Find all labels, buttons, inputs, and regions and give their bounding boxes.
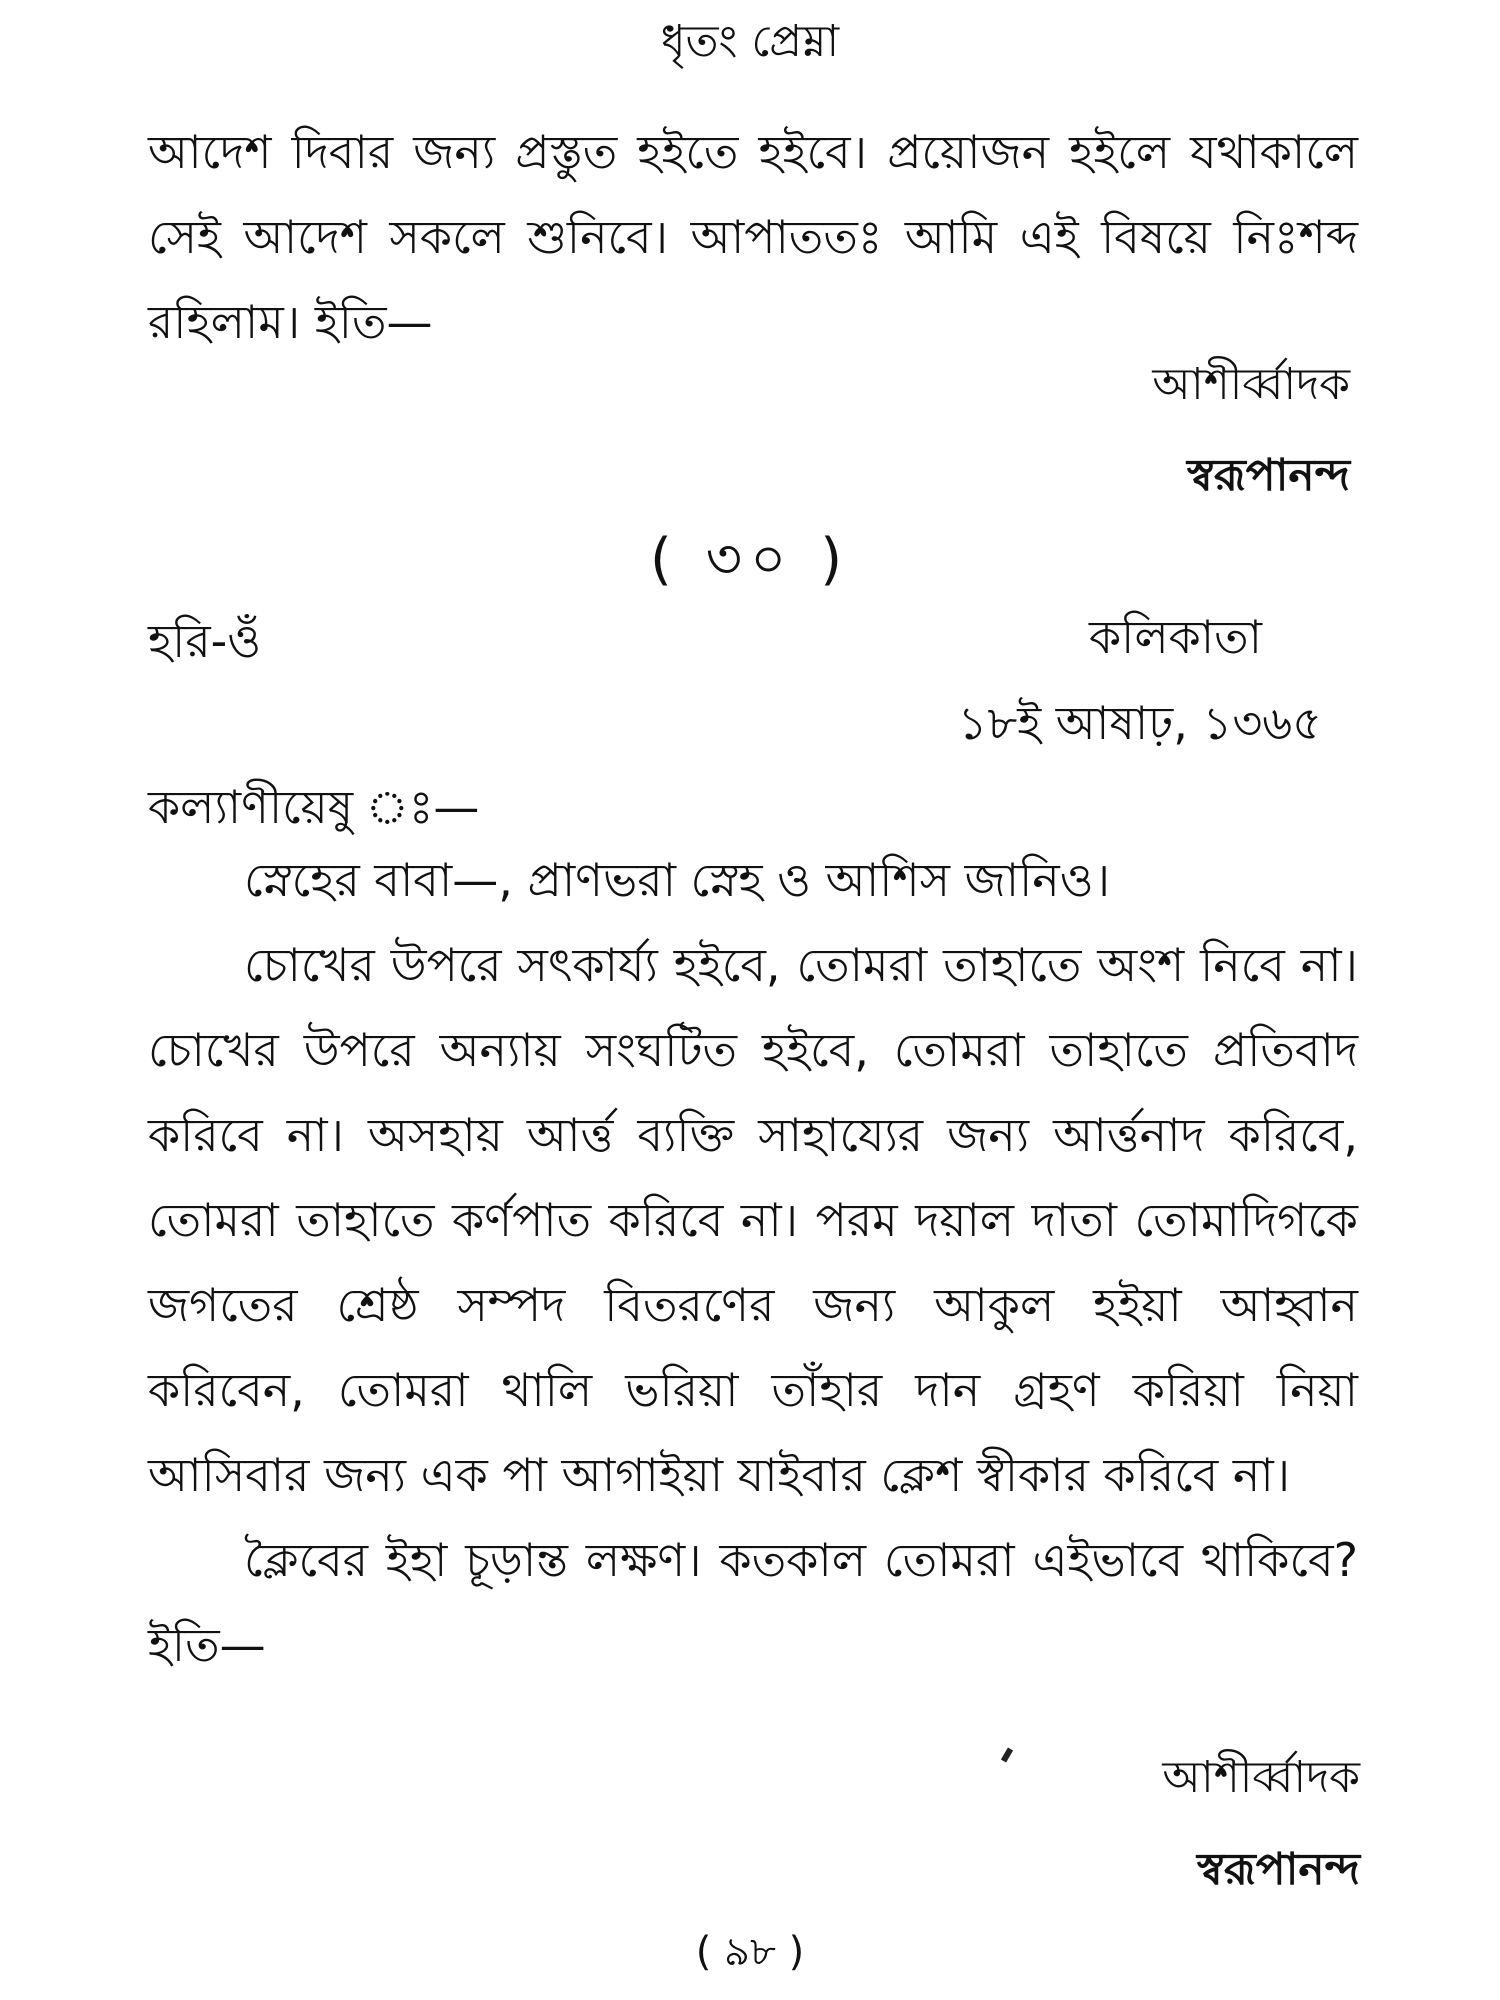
running-title: ধৃতং প্রেম্না [660,16,840,67]
letter-paragraph-2: চোখের উপরে সৎকার্য্য হইবে, তোমরা তাহাতে অংশ নিবে না। চোখের উপরে অন্যায় সংঘটিত হইবে, তোমরা তাহাতে প্রতিবাদ করিবে না। অসহায় আর্ত্ত ব্যক্তি সাহায্যের জন্য আর্ত্তনাদ করিবে, তোমরা তাহাতে কর্ণপাত করিবে না। পরম দয়াল দাতা তোমাদিগকে জগতের শ্রেষ্ঠ সম্পদ বিতরণের জন্য আকুল হইয়া আহ্বান করিবেন, তোমরা থালি ভরিয়া তাঁহার দান গ্রহণ করিয়া নিয়া আসিবার জন্য এক পা আগাইয়া যাইবার ক্লেশ স্বীকার করিবে না। [148,938,1358,1502]
previous-letter-closing-text: আদেশ দিবার জন্য প্রস্তুত হইতে হইবে। প্রয়োজন হইলে যথাকালে সেই আদেশ সকলে শুনিবে। আপাততঃ আমি এই বিষয়ে নিঃশব্দ রহিলাম। ইতি— [148,125,1358,349]
page-number: ( ৯৮ ) [695,1929,805,1975]
ink-mark [1001,1747,1013,1762]
letter-salutation: কল্যাণীয়েষু ঃ— [148,780,480,834]
letter-signoff-label: আশীর্ব্বাদক [1162,1752,1360,1803]
letter-date: ১৮ই আষাঢ়, ১৩৬৫ [957,696,1322,750]
previous-letter-signoff-label: আশীর্ব্বাদক [1152,359,1350,410]
letter-number: ( ৩০ ) [649,527,851,592]
letter-paragraph-3: ক্লৈবের ইহা চূড়ান্ত লক্ষণ। কতকাল তোমরা এইভাবে থাকিবে? ইতি— [148,1533,1358,1672]
letter-paragraph-1: স্নেহের বাবা—, প্রাণভরা স্নেহ ও আশিস জানিও। [244,853,1111,907]
letter-place: কলিকাতা [1089,610,1262,664]
previous-letter-signoff-name: স্বরূপানন্দ [1186,450,1350,501]
letter-invocation: হরি-ওঁ [148,614,262,668]
letter-signoff-name: স্বরূপানন্দ [1196,1844,1360,1895]
letter-body [148,838,1358,1688]
